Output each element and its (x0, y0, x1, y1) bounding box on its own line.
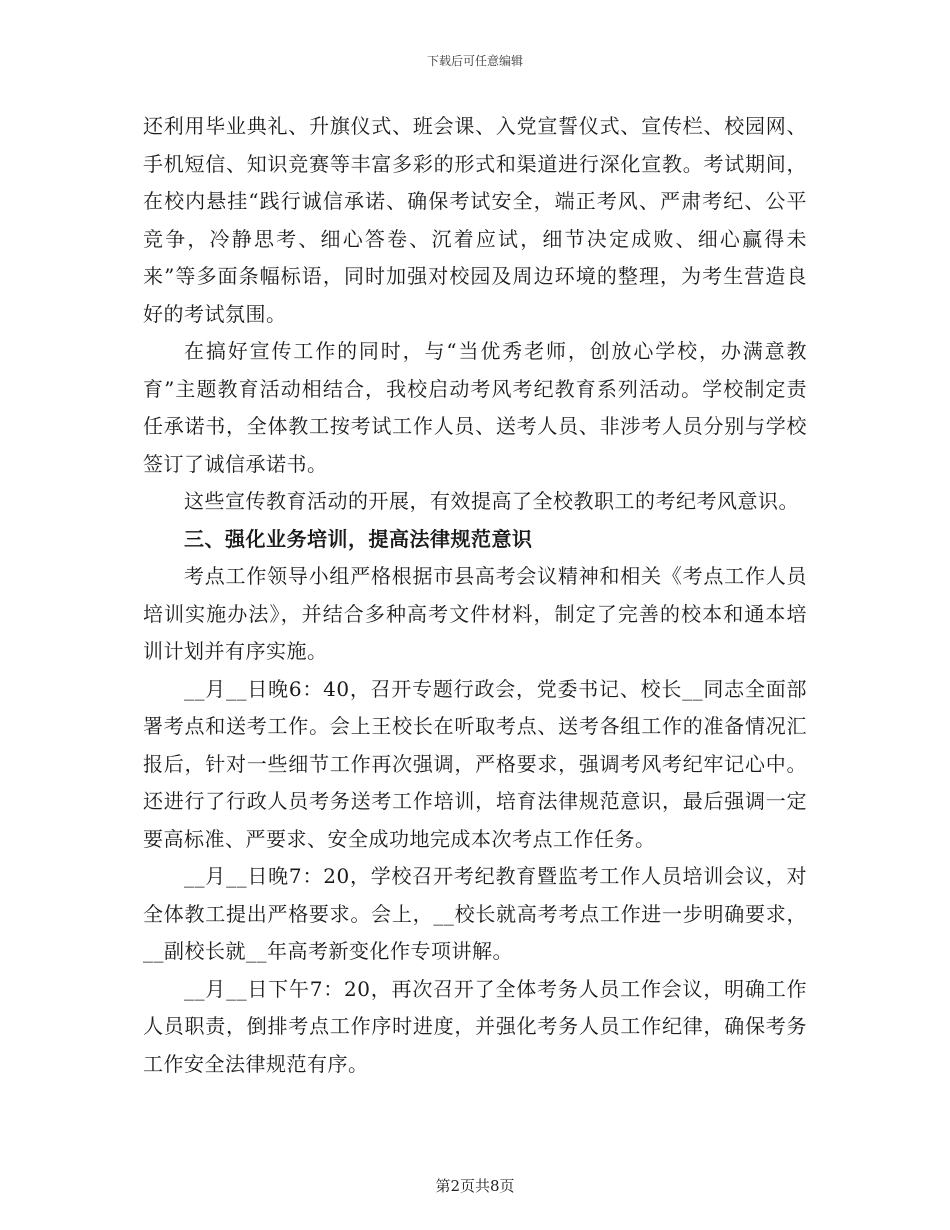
paragraph-7: __月__日下午7：20，再次召开了全体考务人员工作会议，明确工作人员职责，倒排考点工作序时进度，并强化考务人员工作纪律，确保考务工作安全法律规范有序。 (143, 976, 807, 1076)
paragraph-6: __月__日晚7：20，学校召开考纪教育暨监考工作人员培训会议，对全体教工提出严格要求。会上，__校长就高考考点工作进一步明确要求，__副校长就__年高考新变化作专项讲解。 (143, 864, 807, 963)
paragraph-2: 在搞好宣传工作的同时，与“当优秀老师，创放心学校，办满意教育”主题教育活动相结合，我校启动考风考纪教育系列活动。学校制定责任承诺书，全体教工按考试工作人员、送考人员、非涉考人员分别与学校签订了诚信承诺书。 (143, 339, 807, 476)
page-header: 下载后可任意编辑 (426, 54, 523, 68)
section-heading-3: 三、强化业务培训，提高法律规范意识 (184, 526, 533, 551)
document-body (143, 108, 807, 1083)
paragraph-1: 还利用毕业典礼、升旗仪式、班会课、入党宣誓仪式、宣传栏、校园网、手机短信、知识竞赛等丰富多彩的形式和渠道进行深化宣教。考试期间，在校内悬挂“践行诚信承诺、确保考试安全，端正考风、严肃考纪、公平竞争，冷静思考、细心答卷、沉着应试，细节决定成败、细心赢得未来”等多面条幅标语，同时加强对校园及周边环境的整理，为考生营造良好的考试氛围。 (143, 114, 807, 326)
paragraph-3: 这些宣传教育活动的开展，有效提高了全校教职工的考纪考风意识。 (184, 489, 799, 513)
paragraph-5: __月__日晚6：40，召开专题行政会，党委书记、校长__同志全面部署考点和送考工作。会上王校长在听取考点、送考各组工作的准备情况汇报后，针对一些细节工作再次强调，严格要求，强调考风考纪牢记心中。还进行了行政人员考务送考工作培训，培育法律规范意识，最后强调一定要高标准、严要求、安全成功地完成本次考点工作任务。 (143, 676, 807, 851)
paragraph-4: 考点工作领导小组严格根据市县高考会议精神和相关《考点工作人员培训实施办法》，并结合多种高考文件材料，制定了完善的校本和通本培训计划并有序实施。 (143, 564, 807, 663)
page-number: 第2页共8页 (435, 1177, 515, 1195)
